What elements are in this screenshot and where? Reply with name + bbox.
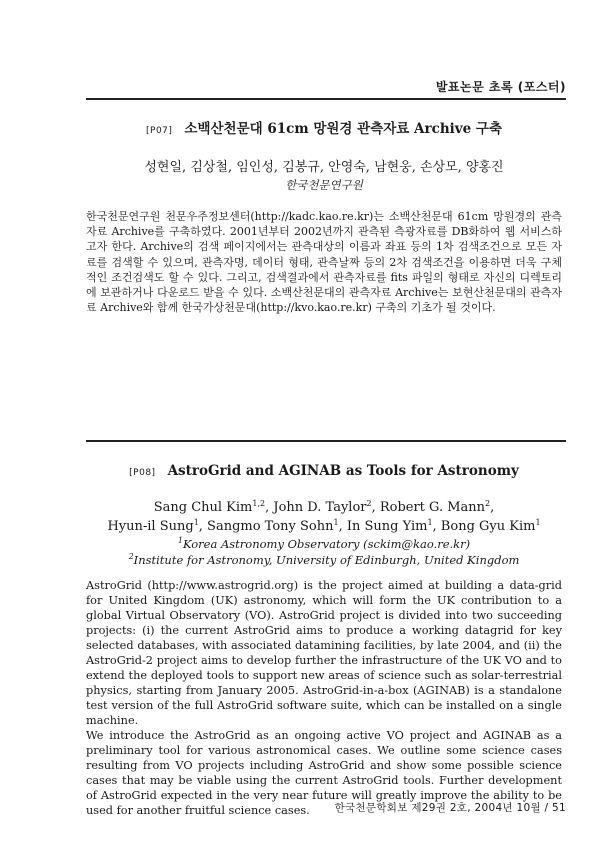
abstract-paragraph-1: AstroGrid (http://www.astrogrid.org) is the project aimed at building a data-grid for United Kingdom (UK) astronomy, which will form the UK contribution to a global Virtual Observatory (VO). AstroGrid project is divided into two succeeding projects: (i) the current AstroGrid aims to produce a working datagrid for key selected databases, with associated datamining facilities, by late 2004, and (ii) the AstroGrid-2 project aims to develop further the infrastructure of the UK VO and to extend the deployed tools to support new areas of science such as solar-terrestrial physics, starting from January 2005. AstroGrid-in-a-box (AGINAB) is a standalone test version of the full AstroGrid software suite, which can be installed on a single machine. xyxy=(86,579,562,727)
abstract-code: [P08] xyxy=(129,468,156,478)
abstract-body xyxy=(86,578,562,818)
affiliation-1: $^1$Korea Astronomy Observatory (sckim@kao.re.kr) xyxy=(177,536,471,551)
page-footer: 한국천문학회보 제29권 2호, 2004년 10월 / 51 xyxy=(334,802,566,814)
abstract-p08 xyxy=(86,462,562,818)
author-line-2: Hyun-il Sung$^1$, Sangmo Tony Sohn$^1$, In Sung Yim$^1$, Bong Gyu Kim$^1$ xyxy=(107,518,541,534)
author-list xyxy=(86,498,562,536)
abstract-title-text: 소백산천문대 61cm 망원경 관측자료 Archive 구축 xyxy=(184,121,502,137)
abstract-title xyxy=(86,120,562,140)
section-divider xyxy=(86,440,566,442)
abstract-code: [P07] xyxy=(146,126,173,136)
header-divider xyxy=(86,98,566,100)
section-header-label: 발표논문 초록 (포스터) xyxy=(435,80,566,94)
abstract-title xyxy=(86,462,562,482)
author-list: 성현일, 김상철, 임인성, 김봉규, 안영숙, 남현웅, 손상모, 양홍진 xyxy=(144,160,504,175)
affiliation-2: $^2$Institute for Astronomy, University of Edinburgh, United Kingdom xyxy=(128,552,520,567)
abstract-body: 한국천문연구원 천문우주정보센터(http://kadc.kao.re.kr)는 소백산천문대 61cm 망원경의 관측자료 Archive를 구축하였다. 2001년부터 2002년까지 관측된 측광자료를 DB화하여 웹 서비스하고자 한다. Archive의 검색 페이지에서는 관측대상의 이름과 좌표 등의 1차 검색조건으로 모든 자료를 검색할 수 있으며, 관측자명, 데이터 형태, 관측날짜 등의 2차 검색조건을 이용하면 더욱 구체적인 조건검색도 할 수 있다. 그리고, 검색결과에서 관측자료를 fits 파일의 형태로 자신의 디렉토리에 보관하거나 다운로드 받을 수 있다. 소백산천문대의 관측자료 Archive는 보현산천문대의 관측자료 Archive와 함께 한국가상천문대(http://kvo.kao.re.kr) 구축의 기초가 될 것이다. xyxy=(86,210,562,315)
abstract-p07 xyxy=(86,120,562,315)
abstract-title-text: AstroGrid and AGINAB as Tools for Astronomy xyxy=(167,463,519,479)
author-line-1: Sang Chul Kim$^{1,2}$, John D. Taylor$^2$, Robert G. Mann$^2$, xyxy=(153,499,495,515)
affiliation: 한국천문연구원 xyxy=(285,178,363,192)
abstract-paragraph-2: We introduce the AstroGrid as an ongoing active VO project and AGINAB as a preliminary tool for various astronomical cases. We outline some science cases resulting from VO projects including AstroGrid and show some possible science cases that may be viable using the current AstroGrid tools. Further development of AstroGrid expected in the very near future will greatly improve the ability to be used for another fruitful science cases. xyxy=(86,729,562,817)
